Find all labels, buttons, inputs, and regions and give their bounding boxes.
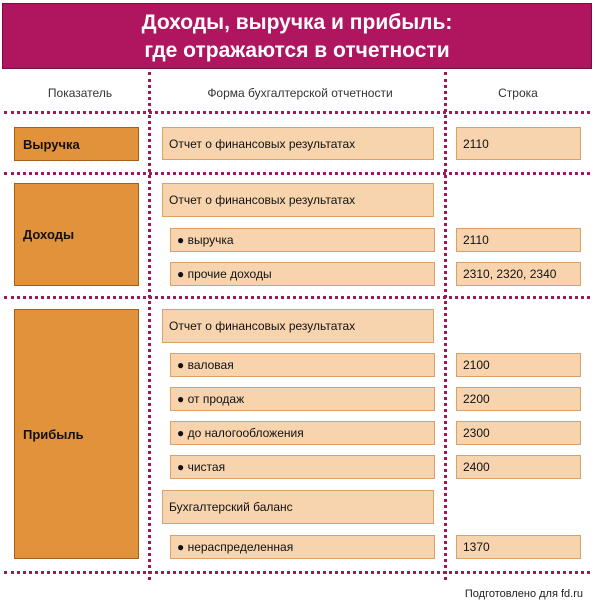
profit-row-label: ● нераспределенная: [170, 535, 435, 559]
category-revenue: Выручка: [14, 127, 139, 161]
profit-row-line: 1370: [456, 535, 581, 559]
profit-row-line: 2200: [456, 387, 581, 411]
revenue-form-cell: Отчет о финансовых результатах: [162, 127, 434, 160]
profit-row-label: ● до налогообложения: [170, 421, 435, 445]
category-profit: Прибыль: [14, 309, 139, 559]
income-form-cell: Отчет о финансовых результатах: [162, 183, 434, 217]
income-row-label: ● прочие доходы: [170, 262, 435, 286]
income-row-line: 2110: [456, 228, 581, 252]
profit-row-label: ● чистая: [170, 455, 435, 479]
page-title: [2, 3, 592, 69]
row-divider-revenue: [4, 172, 590, 175]
header-line: Строка: [498, 86, 538, 100]
header-indicator: Показатель: [47, 86, 113, 100]
revenue-line-cell: 2110: [456, 127, 581, 160]
profit-row-line: 2300: [456, 421, 581, 445]
profit-row-line: 2100: [456, 353, 581, 377]
profit-balance-form-cell: Бухгалтерский баланс: [162, 490, 434, 524]
footer-credit: Подготовлено для fd.ru: [464, 588, 583, 600]
income-row-line: 2310, 2320, 2340: [456, 262, 581, 286]
profit-form-cell: Отчет о финансовых результатах: [162, 309, 434, 343]
income-row-label: ● выручка: [170, 228, 435, 252]
profit-row-label: ● от продаж: [170, 387, 435, 411]
row-divider-bottom: [4, 571, 590, 574]
category-income: Доходы: [14, 183, 139, 286]
title-line-2: где отражаются в отчетности: [144, 39, 450, 62]
header-form: Форма бухгалтерской отчетности: [207, 86, 393, 100]
profit-row-label: ● валовая: [170, 353, 435, 377]
profit-row-line: 2400: [456, 455, 581, 479]
column-divider-1: [148, 72, 151, 580]
column-divider-2: [444, 72, 447, 580]
row-divider-header: [4, 111, 590, 114]
title-line-1: Доходы, выручка и прибыль:: [141, 11, 453, 34]
row-divider-income: [4, 296, 590, 299]
